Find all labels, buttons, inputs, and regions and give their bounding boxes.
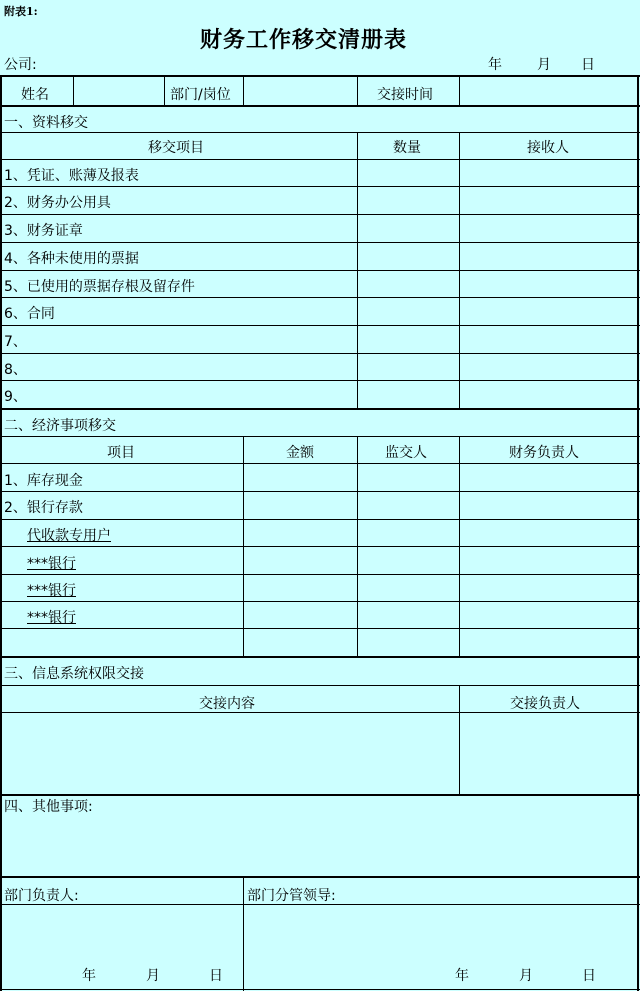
grid-line [0, 380, 640, 381]
grid-line [0, 325, 640, 326]
section2-col-item: 项目 [107, 445, 135, 461]
list-item: 7、 [4, 334, 27, 350]
top-date-year: 年 [488, 57, 502, 73]
handover-time-value-cell[interactable] [460, 77, 636, 104]
page-title: 财务工作移交清册表 [200, 27, 408, 53]
attachment-label: 附表1: [4, 5, 38, 18]
grid-line [0, 601, 640, 602]
grid-line [0, 214, 640, 215]
section2-col-supervisor: 监交人 [385, 445, 427, 461]
dept-head-label: 部门负责人: [4, 888, 79, 904]
list-item: 5、已使用的票据存根及留存件 [4, 279, 195, 295]
list-item: 代收款专用户 [27, 528, 111, 544]
list-item: 1、凭证、账薄及报表 [4, 168, 139, 184]
grid-line [0, 297, 640, 298]
list-item: 9、 [4, 389, 27, 405]
section1-col-qty: 数量 [393, 140, 421, 156]
table-right-border [637, 75, 639, 991]
name-label: 姓名 [21, 87, 49, 103]
grid-line [0, 408, 640, 410]
section3-col-content: 交接内容 [199, 696, 255, 712]
handover-time-label: 交接时间 [377, 87, 433, 103]
grid-line [0, 876, 640, 878]
grid-line [0, 270, 640, 271]
list-item: 2、银行存款 [4, 500, 83, 516]
list-item: 6、合同 [4, 306, 55, 322]
sig-left-day: 日 [209, 968, 223, 984]
sig-left-year: 年 [82, 968, 96, 984]
grid-line [0, 242, 640, 243]
grid-line [0, 794, 640, 796]
top-date-day: 日 [581, 57, 595, 73]
grid-line [0, 519, 640, 520]
section3-col-responsible: 交接负责人 [510, 696, 580, 712]
sig-right-year: 年 [455, 968, 469, 984]
grid-line [357, 76, 358, 105]
grid-line [0, 159, 640, 160]
dept-head-signature-cell[interactable] [2, 905, 242, 990]
grid-line [0, 186, 640, 187]
sig-right-month: 月 [519, 968, 533, 984]
section3-heading: 三、信息系统权限交接 [4, 666, 144, 682]
dept-label: 部门/岗位 [170, 87, 231, 103]
grid-line [0, 546, 640, 547]
grid-line [0, 989, 640, 990]
section2-heading: 二、经济事项移交 [4, 418, 116, 434]
list-item: 8、 [4, 362, 27, 378]
grid-line [0, 463, 640, 464]
list-item: ***银行 [27, 556, 76, 572]
grid-line [0, 656, 640, 658]
handover-responsible-cell[interactable] [460, 713, 636, 793]
list-item: 3、财务证章 [4, 223, 83, 239]
top-date-month: 月 [537, 57, 551, 73]
name-value-cell[interactable] [74, 77, 163, 104]
section1-col-item: 移交项目 [148, 140, 204, 156]
section2-col-finance-head: 财务负责人 [509, 445, 579, 461]
sig-right-day: 日 [582, 968, 596, 984]
list-item: 1、库存现金 [4, 473, 83, 489]
section4-heading: 四、其他事项: [4, 799, 93, 815]
grid-line [0, 353, 640, 354]
grid-line [164, 76, 165, 105]
grid-line [0, 574, 640, 575]
dept-value-cell[interactable] [244, 77, 356, 104]
list-item: ***银行 [27, 610, 76, 626]
grid-line [0, 132, 640, 133]
list-item: 2、财务办公用具 [4, 195, 111, 211]
grid-line [0, 491, 640, 492]
dept-leader-signature-cell[interactable] [244, 905, 636, 990]
company-label: 公司: [4, 57, 37, 73]
dept-leader-label: 部门分管领导: [247, 888, 336, 904]
section1-col-receiver: 接收人 [527, 140, 569, 156]
grid-line [0, 685, 640, 686]
section1-heading: 一、资料移交 [4, 115, 88, 131]
sig-left-month: 月 [146, 968, 160, 984]
section2-col-amount: 金额 [286, 445, 314, 461]
list-item: ***银行 [27, 583, 76, 599]
grid-line [0, 628, 640, 629]
grid-line [0, 105, 640, 107]
grid-line [0, 436, 640, 437]
list-item: 4、各种未使用的票据 [4, 251, 139, 267]
handover-content-cell[interactable] [2, 713, 458, 793]
other-matters-cell[interactable] [2, 818, 636, 875]
